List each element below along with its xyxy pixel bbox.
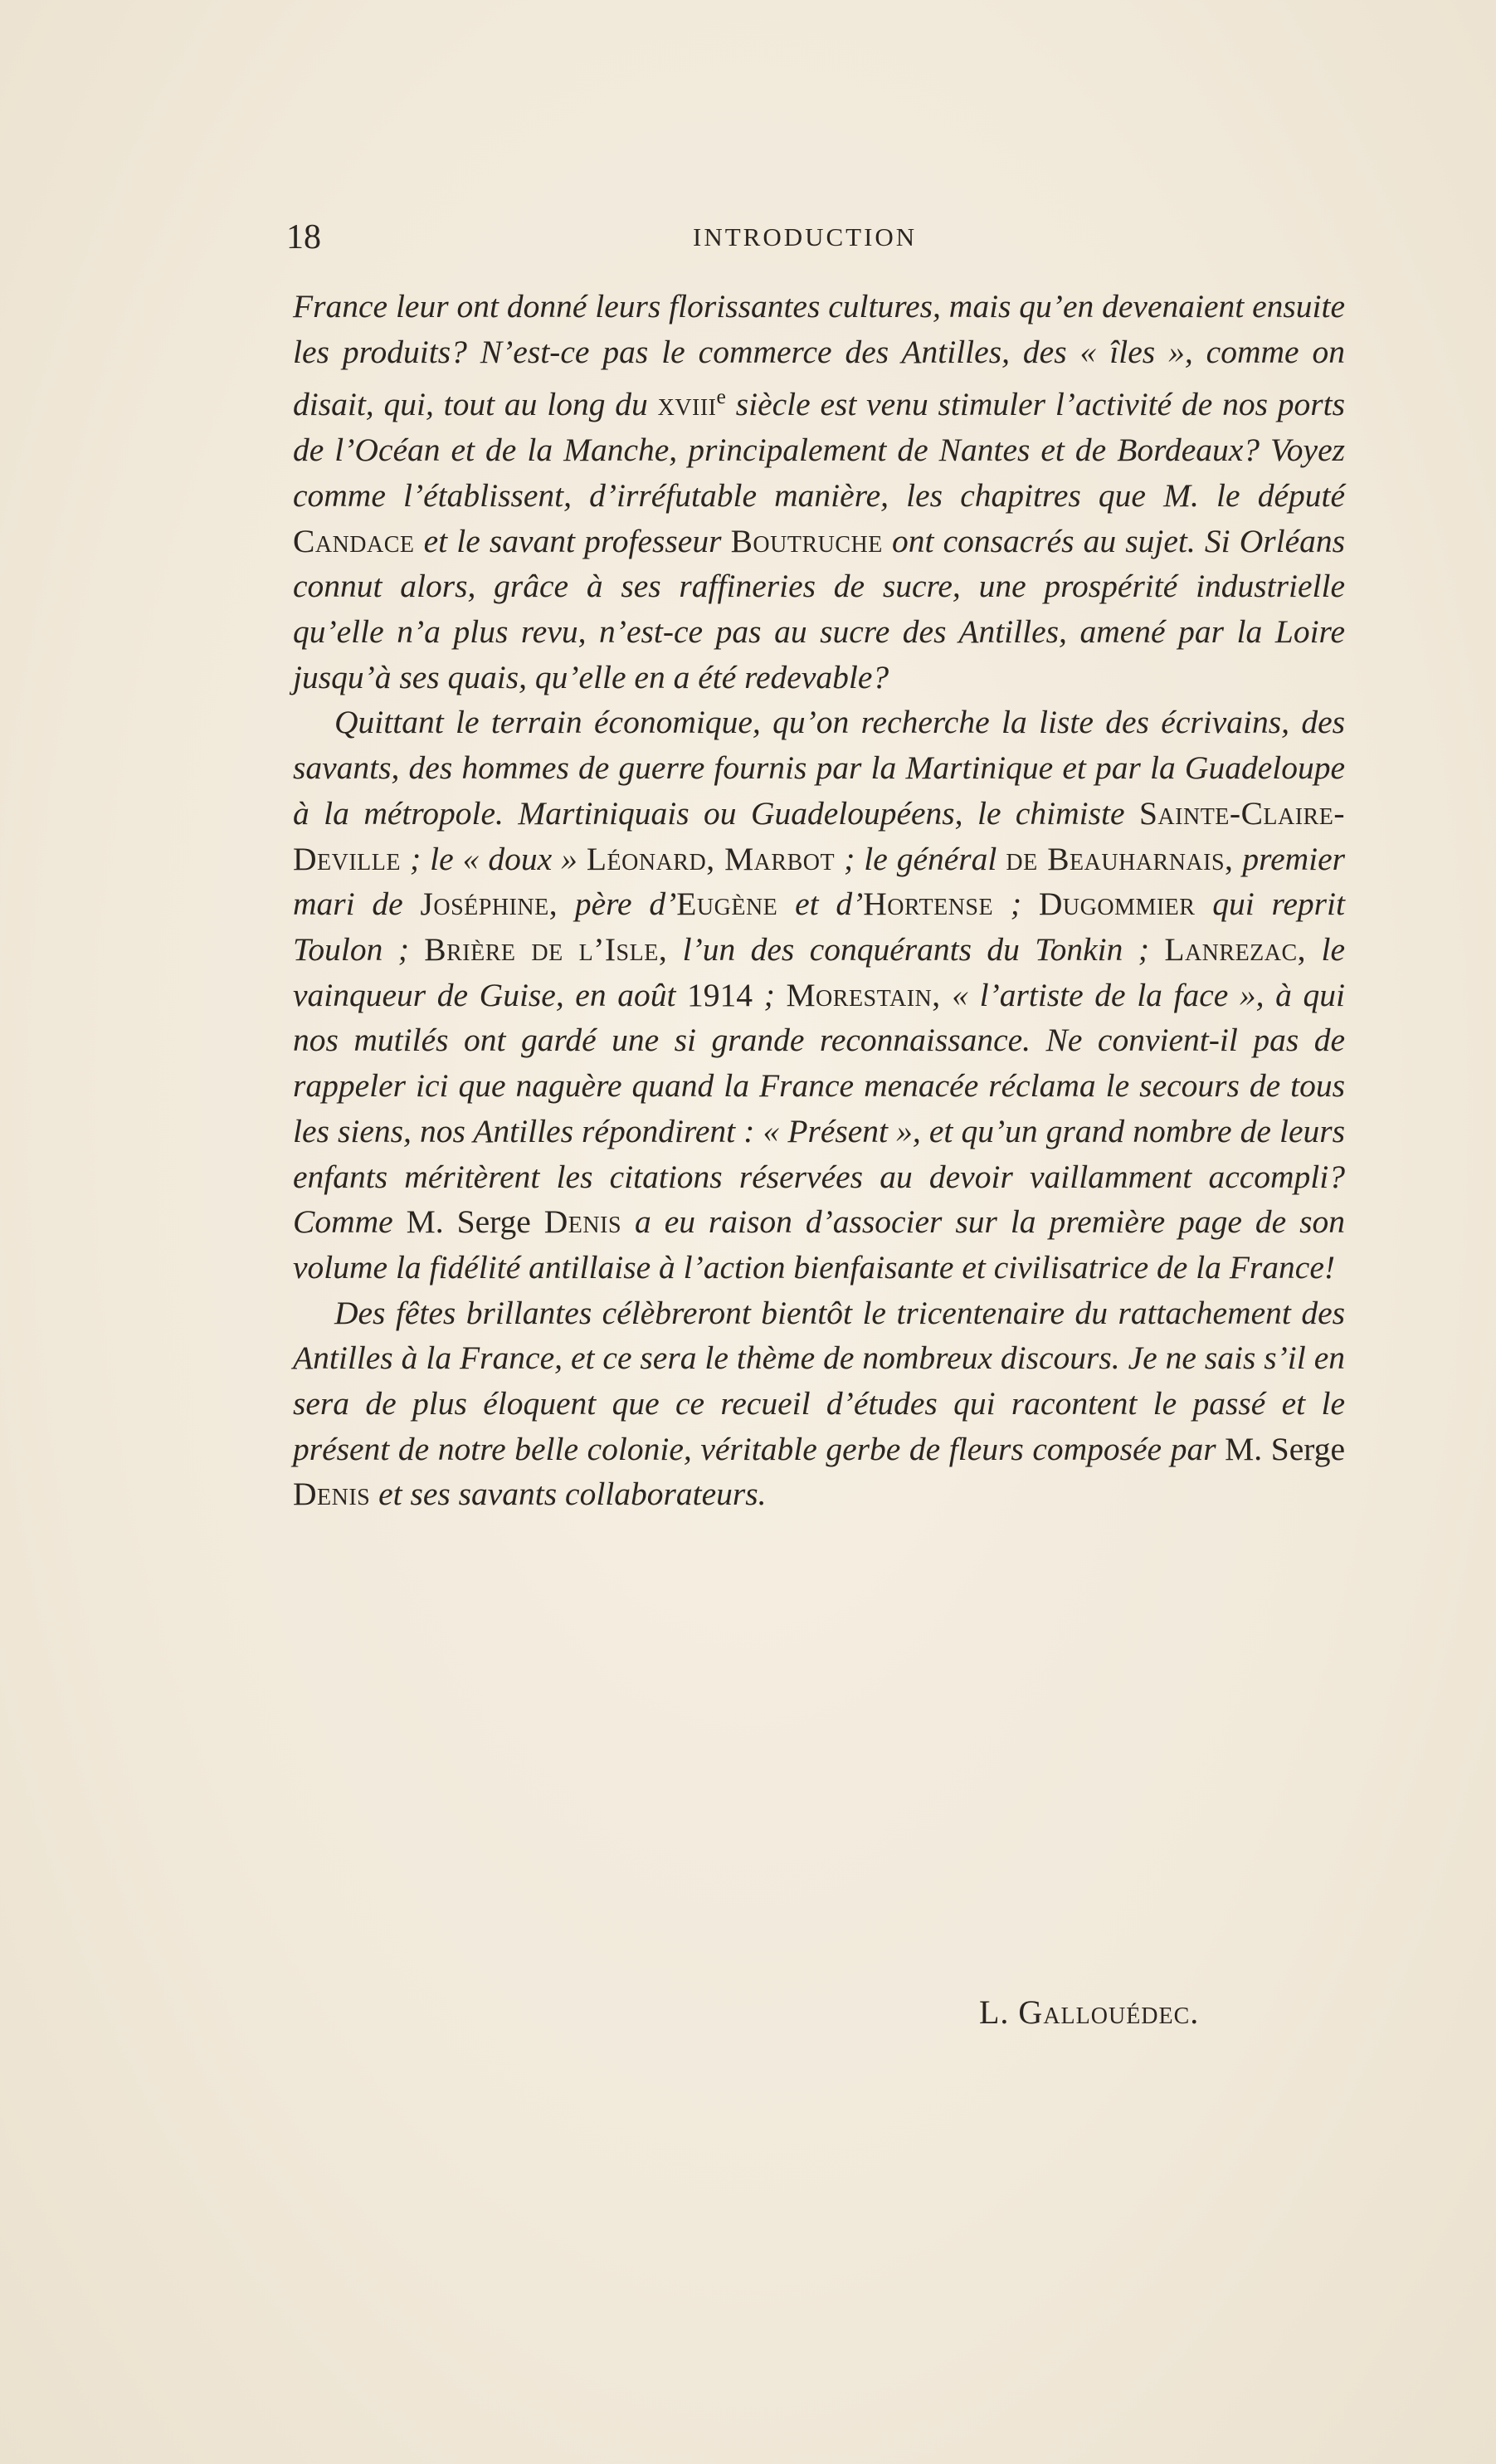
text-segment: Des fêtes brillantes célèbreront bientôt le tricentenaire du rattachement des Antilles à la France, et ce sera le thème de nombreux discours. Je ne sais s’il en sera de plus éloquent que ce recueil d’études qui racontent le passé et le présent de notre belle colonie, véritable gerbe de fleurs composée par bbox=[293, 1294, 1345, 1467]
text-segment: Léonard, Marbot bbox=[586, 840, 836, 877]
text-segment: et d’ bbox=[777, 886, 864, 923]
text-segment: père d’ bbox=[558, 886, 677, 923]
text-segment: Denis bbox=[293, 1476, 371, 1513]
paragraph bbox=[293, 1291, 1345, 1518]
text-segment: Hortense bbox=[863, 886, 994, 923]
text-segment: Boutruche bbox=[730, 522, 883, 559]
text-segment: Sainte-Claire-Deville bbox=[293, 794, 1345, 877]
text-segment: et ses savants collaborateurs. bbox=[370, 1476, 767, 1513]
text-segment: et le savant professeur bbox=[414, 522, 731, 559]
text-segment: ; bbox=[753, 976, 787, 1013]
text-segment: ont consacrés au sujet. Si Orléans connut alors, grâce à ses raffineries de sucre, une prospérité industrielle qu’elle n’a plus revu, n’est-ce pas au sucre des Antilles, amené par la Loire jusqu’à ses quais, qu’elle en a été redevable? bbox=[293, 522, 1346, 695]
text-segment: l’un des conquérants du Tonkin ; bbox=[667, 931, 1165, 968]
paragraph bbox=[293, 700, 1345, 1290]
text-segment: de Beauharnais, bbox=[1006, 840, 1234, 877]
text-segment: 1914 bbox=[687, 976, 753, 1013]
text-segment: Eugène bbox=[676, 886, 778, 923]
text-segment: Joséphine, bbox=[420, 886, 558, 923]
text-segment: a eu raison d’associer sur la première page de son volume la fidélité antillaise à l’action bienfaisante et civilisatrice de la France! bbox=[293, 1203, 1345, 1286]
text-segment: xviii bbox=[657, 386, 717, 423]
text-segment: Dugommier bbox=[1038, 886, 1196, 923]
text-segment: qui reprit Toulon ; bbox=[293, 886, 1346, 968]
text-segment: Lanrezac, bbox=[1164, 931, 1307, 968]
text-segment: premier mari de bbox=[293, 840, 1346, 923]
text-segment: e bbox=[716, 384, 726, 409]
text-segment: Brière de l’Isle, bbox=[424, 931, 668, 968]
text-segment: France leur ont donné leurs florissantes cultures, mais qu’en devenaient ensuite les produits? N’est-ce pas le commerce des Antilles, des « îles », comme on disait, qui, tout au long du bbox=[293, 288, 1345, 423]
text-segment: Morestain, bbox=[786, 976, 941, 1013]
paragraph bbox=[293, 284, 1345, 700]
text-segment: M. Serge bbox=[406, 1203, 544, 1241]
text-segment: ; bbox=[993, 886, 1039, 923]
text-segment: M. Serge bbox=[1225, 1430, 1345, 1467]
text-segment: Denis bbox=[543, 1203, 622, 1241]
text-segment: le vainqueur de Guise, en août bbox=[293, 931, 1345, 1013]
body-text bbox=[293, 284, 1345, 1517]
text-segment: ; le « doux » bbox=[401, 840, 587, 877]
text-segment: ; le général bbox=[835, 840, 1006, 877]
page-number: 18 bbox=[286, 218, 321, 256]
text-segment: siècle est venu stimuler l’activité de nos ports de l’Océan et de la Manche, principalement de Nantes et de Bordeaux? Voyez comme l’établissent, d’irréfutable manière, les chapitres que M. le député bbox=[293, 386, 1346, 514]
text-segment: Quittant le terrain économique, qu’on recherche la liste des écrivains, des savants, des hommes de guerre fournis par la Martinique et par la Guadeloupe à la métropole. Martiniquais ou Guadeloupéens, le chimiste bbox=[293, 704, 1345, 832]
text-segment: « l’artiste de la face », à qui nos mutilés ont gardé une si grande reconnaissance. Ne convient-il pas de rappeler ici que naguère quand la France menacée réclama le secours de tous les siens, nos Antilles répondirent : « Présent », et qu’un grand nombre de leurs enfants méritèrent les citations réservées au devoir vaillamment accompli? Comme bbox=[293, 976, 1346, 1241]
page-header bbox=[286, 217, 1340, 257]
running-head: INTRODUCTION bbox=[693, 222, 918, 251]
text-segment: Candace bbox=[293, 522, 415, 559]
signature: L. Gallouédec. bbox=[979, 1993, 1200, 2031]
